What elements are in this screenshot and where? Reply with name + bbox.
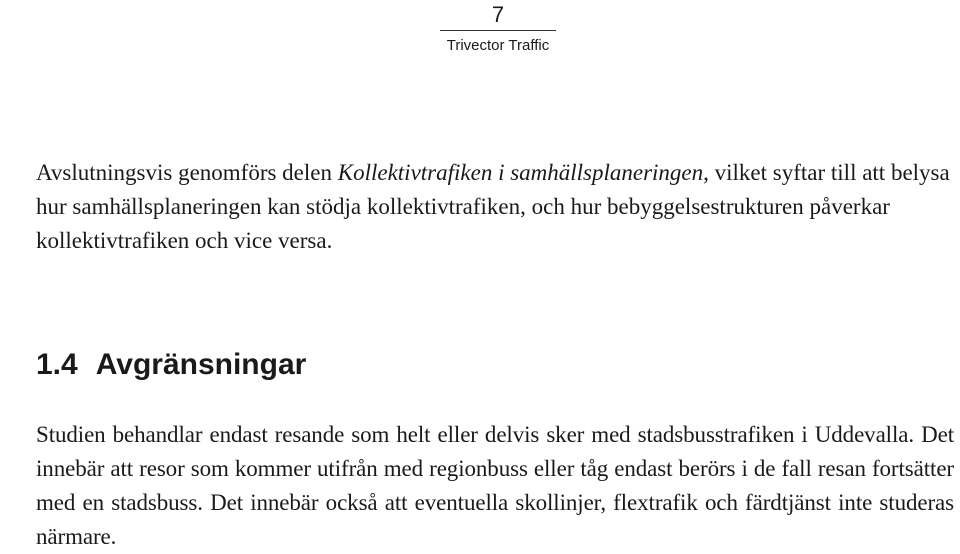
section-title: Avgränsningar [95, 348, 307, 381]
intro-text-end: , vilket syftar till att belysa hur samhällsplaneringen kan stödja kollektivtrafiken, och hur bebyggelsestrukturen påverkar kollektivtrafiken och vice versa. [36, 160, 950, 253]
running-head: Trivector Traffic [446, 37, 550, 54]
page-header [440, 2, 556, 55]
header-rule [440, 30, 556, 31]
limitations-paragraph: Studien behandlar endast resande som helt eller delvis sker med stadsbusstrafiken i Uddevalla. Det innebär att resor som kommer utifrån med regionbuss eller tåg endast berörs i de fall resan fortsätter med en stadsbuss. Det innebär också att eventuella skollinjer, flextrafik och färdtjänst inte studeras närmare. [36, 422, 954, 549]
intro-italic-title: Kollektivtrafiken i samhällsplaneringen [337, 160, 704, 185]
section-heading [36, 345, 306, 385]
intro-paragraph [36, 156, 954, 258]
section-number: 1.4 [36, 348, 78, 381]
page-number: 7 [491, 2, 505, 27]
intro-text-start: Avslutningsvis genomförs delen [36, 160, 338, 185]
